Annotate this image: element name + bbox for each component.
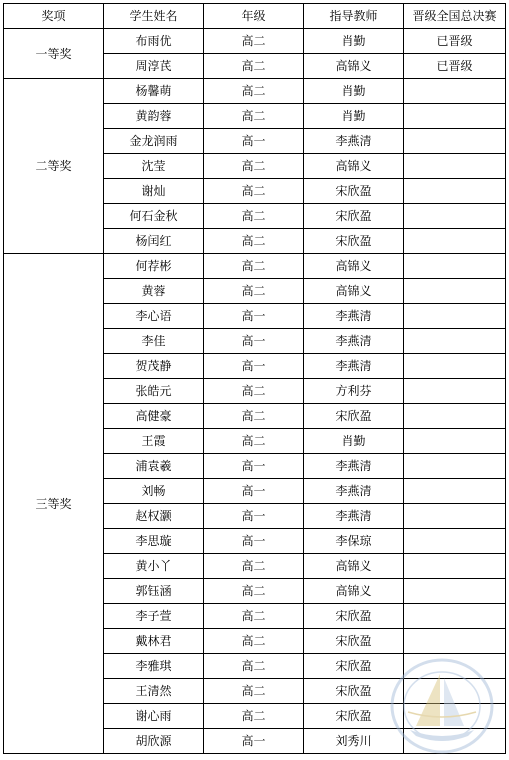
national-final-cell bbox=[404, 404, 506, 429]
table-row bbox=[4, 79, 506, 104]
award-level-cell: 二等奖 bbox=[4, 79, 104, 254]
student-name-cell: 高健豪 bbox=[104, 404, 204, 429]
national-final-cell bbox=[404, 479, 506, 504]
grade-cell: 高二 bbox=[204, 429, 304, 454]
student-name-cell: 戴林君 bbox=[104, 629, 204, 654]
national-final-cell bbox=[404, 154, 506, 179]
header-row bbox=[4, 4, 506, 29]
national-final-cell bbox=[404, 529, 506, 554]
award-level-cell: 三等奖 bbox=[4, 254, 104, 754]
teacher-cell: 宋欣盈 bbox=[304, 654, 404, 679]
teacher-cell: 宋欣盈 bbox=[304, 179, 404, 204]
header-grade: 年级 bbox=[204, 4, 304, 29]
student-name-cell: 王清然 bbox=[104, 679, 204, 704]
student-name-cell: 赵权灏 bbox=[104, 504, 204, 529]
grade-cell: 高二 bbox=[204, 404, 304, 429]
grade-cell: 高二 bbox=[204, 604, 304, 629]
grade-cell: 高一 bbox=[204, 504, 304, 529]
teacher-cell: 李燕清 bbox=[304, 304, 404, 329]
grade-cell: 高一 bbox=[204, 329, 304, 354]
teacher-cell: 李燕清 bbox=[304, 129, 404, 154]
national-final-cell bbox=[404, 204, 506, 229]
grade-cell: 高一 bbox=[204, 354, 304, 379]
national-final-cell bbox=[404, 329, 506, 354]
teacher-cell: 宋欣盈 bbox=[304, 229, 404, 254]
student-name-cell: 李子萱 bbox=[104, 604, 204, 629]
national-final-cell bbox=[404, 379, 506, 404]
teacher-cell: 刘秀川 bbox=[304, 729, 404, 754]
grade-cell: 高二 bbox=[204, 254, 304, 279]
grade-cell: 高二 bbox=[204, 704, 304, 729]
student-name-cell: 李佳 bbox=[104, 329, 204, 354]
national-final-cell bbox=[404, 104, 506, 129]
teacher-cell: 方利芬 bbox=[304, 379, 404, 404]
teacher-cell: 高锦义 bbox=[304, 279, 404, 304]
teacher-cell: 肖勤 bbox=[304, 79, 404, 104]
grade-cell: 高二 bbox=[204, 54, 304, 79]
grade-cell: 高一 bbox=[204, 529, 304, 554]
national-final-cell bbox=[404, 504, 506, 529]
grade-cell: 高二 bbox=[204, 29, 304, 54]
teacher-cell: 宋欣盈 bbox=[304, 404, 404, 429]
grade-cell: 高二 bbox=[204, 629, 304, 654]
teacher-cell: 李燕清 bbox=[304, 479, 404, 504]
header-national-final: 晋级全国总决赛 bbox=[404, 4, 506, 29]
table-row bbox=[4, 29, 506, 54]
student-name-cell: 布雨优 bbox=[104, 29, 204, 54]
grade-cell: 高二 bbox=[204, 279, 304, 304]
teacher-cell: 李燕清 bbox=[304, 454, 404, 479]
teacher-cell: 李燕清 bbox=[304, 354, 404, 379]
national-final-cell bbox=[404, 629, 506, 654]
national-final-cell bbox=[404, 229, 506, 254]
teacher-cell: 李保琼 bbox=[304, 529, 404, 554]
national-final-cell bbox=[404, 79, 506, 104]
national-final-cell: 已晋级 bbox=[404, 29, 506, 54]
grade-cell: 高二 bbox=[204, 104, 304, 129]
student-name-cell: 谢心雨 bbox=[104, 704, 204, 729]
table-row bbox=[4, 254, 506, 279]
national-final-cell bbox=[404, 304, 506, 329]
national-final-cell bbox=[404, 354, 506, 379]
student-name-cell: 杨闰红 bbox=[104, 229, 204, 254]
student-name-cell: 王霞 bbox=[104, 429, 204, 454]
teacher-cell: 李燕清 bbox=[304, 329, 404, 354]
teacher-cell: 宋欣盈 bbox=[304, 604, 404, 629]
table-body bbox=[4, 29, 506, 754]
teacher-cell: 宋欣盈 bbox=[304, 679, 404, 704]
grade-cell: 高二 bbox=[204, 554, 304, 579]
teacher-cell: 肖勤 bbox=[304, 429, 404, 454]
national-final-cell bbox=[404, 429, 506, 454]
national-final-cell bbox=[404, 129, 506, 154]
award-table bbox=[3, 3, 506, 754]
national-final-cell bbox=[404, 554, 506, 579]
student-name-cell: 黄蓉 bbox=[104, 279, 204, 304]
student-name-cell: 何石金秋 bbox=[104, 204, 204, 229]
student-name-cell: 黄韵蓉 bbox=[104, 104, 204, 129]
student-name-cell: 沈莹 bbox=[104, 154, 204, 179]
student-name-cell: 黄小丫 bbox=[104, 554, 204, 579]
grade-cell: 高一 bbox=[204, 304, 304, 329]
grade-cell: 高二 bbox=[204, 154, 304, 179]
student-name-cell: 周淳芪 bbox=[104, 54, 204, 79]
student-name-cell: 李心语 bbox=[104, 304, 204, 329]
grade-cell: 高二 bbox=[204, 654, 304, 679]
student-name-cell: 李雅琪 bbox=[104, 654, 204, 679]
national-final-cell bbox=[404, 579, 506, 604]
teacher-cell: 高锦义 bbox=[304, 254, 404, 279]
student-name-cell: 谢灿 bbox=[104, 179, 204, 204]
header-teacher: 指导教师 bbox=[304, 4, 404, 29]
student-name-cell: 何荐彬 bbox=[104, 254, 204, 279]
teacher-cell: 肖勤 bbox=[304, 29, 404, 54]
teacher-cell: 宋欣盈 bbox=[304, 704, 404, 729]
header-award: 奖项 bbox=[4, 4, 104, 29]
grade-cell: 高二 bbox=[204, 679, 304, 704]
teacher-cell: 宋欣盈 bbox=[304, 629, 404, 654]
grade-cell: 高一 bbox=[204, 454, 304, 479]
student-name-cell: 浦袁羲 bbox=[104, 454, 204, 479]
national-final-cell bbox=[404, 279, 506, 304]
grade-cell: 高二 bbox=[204, 379, 304, 404]
grade-cell: 高二 bbox=[204, 204, 304, 229]
teacher-cell: 高锦义 bbox=[304, 554, 404, 579]
grade-cell: 高一 bbox=[204, 479, 304, 504]
teacher-cell: 肖勤 bbox=[304, 104, 404, 129]
national-final-cell bbox=[404, 179, 506, 204]
student-name-cell: 贺茂静 bbox=[104, 354, 204, 379]
national-final-cell bbox=[404, 454, 506, 479]
student-name-cell: 金龙润雨 bbox=[104, 129, 204, 154]
student-name-cell: 胡欣源 bbox=[104, 729, 204, 754]
student-name-cell: 郭钰涵 bbox=[104, 579, 204, 604]
national-final-cell bbox=[404, 254, 506, 279]
grade-cell: 高二 bbox=[204, 579, 304, 604]
grade-cell: 高二 bbox=[204, 179, 304, 204]
student-name-cell: 杨馨萌 bbox=[104, 79, 204, 104]
student-name-cell: 李思璇 bbox=[104, 529, 204, 554]
national-final-cell bbox=[404, 604, 506, 629]
student-name-cell: 刘畅 bbox=[104, 479, 204, 504]
grade-cell: 高一 bbox=[204, 729, 304, 754]
teacher-cell: 宋欣盈 bbox=[304, 204, 404, 229]
teacher-cell: 李燕清 bbox=[304, 504, 404, 529]
grade-cell: 高二 bbox=[204, 79, 304, 104]
header-student-name: 学生姓名 bbox=[104, 4, 204, 29]
student-name-cell: 张皓元 bbox=[104, 379, 204, 404]
teacher-cell: 高锦义 bbox=[304, 54, 404, 79]
award-level-cell: 一等奖 bbox=[4, 29, 104, 79]
teacher-cell: 高锦义 bbox=[304, 579, 404, 604]
grade-cell: 高二 bbox=[204, 229, 304, 254]
national-final-cell: 已晋级 bbox=[404, 54, 506, 79]
school-seal-icon bbox=[388, 656, 496, 756]
grade-cell: 高一 bbox=[204, 129, 304, 154]
teacher-cell: 高锦义 bbox=[304, 154, 404, 179]
